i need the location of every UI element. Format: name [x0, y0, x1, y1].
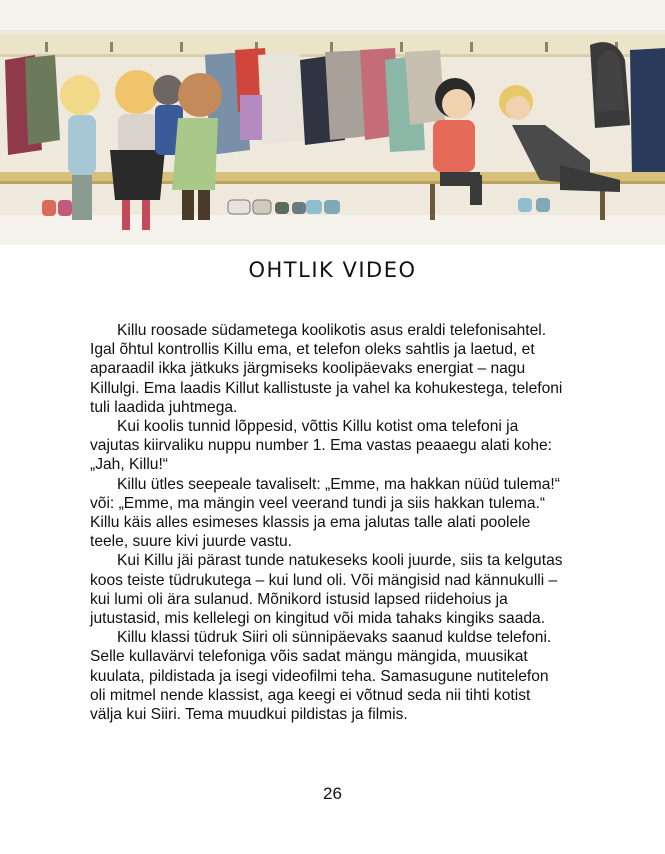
sitting-boy	[433, 78, 482, 205]
paragraph: Kui koolis tunnid lõppesid, võttis Killu kotist oma telefoni ja vajutas kiirvaliku nuppu number 1. Ema vastas peaaegu alati kohe: „Jah, Killu!“	[90, 418, 553, 474]
cloakroom-illustration	[0, 0, 665, 245]
chapter-title: OHTLIK VIDEO	[248, 258, 417, 282]
paragraph: Kui Killu jäi pärast tunde natukeseks kooli juurde, siis ta kelgutas koos teiste tüdrukutega – kui lund oli. Või mängisid nad kännukulli – kui lumi oli ära sulanud. Mõnikord istusid lapsed riidehoius ja jutustasid, mis kellelegi on kingitud või mida tahaks kingiks saada.	[90, 552, 563, 628]
story-text	[90, 321, 565, 724]
page-number: 26	[323, 784, 342, 803]
paragraph: Killu roosade südametega koolikotis asus eraldi telefonisahtel. Igal õhtul kontrollis Killu ema, et telefon oleks sahtlis ja laetud, et aparaadil ikka jätkuks järgmiseks koolipäevaks energiat – nagu Killulgi. Ema laadis Killut kallistuste ja vahel ka kohukestega, telefoni tuli laadida juhtmega.	[90, 322, 563, 416]
paragraph: Killu ütles seepeale tavaliselt: „Emme, ma hakkan nüüd tulema!“ või: „Emme, ma mängin veel veerand tundi ja siis hakkan tulema.“ Killu käis alles esimeses klassis ja ema jalutas talle alati poolele teele, suure kivi juurde vastu.	[90, 475, 560, 551]
paragraph: Killu klassi tüdruk Siiri oli sünnipäevaks saanud kuldse telefoni. Selle kullavärvi telefoniga võis sadat mängu mängida, muusikat kuulata, pildistada ja isegi videofilmi teha. Samasugune nutitelefon oli mitmel nende klassist, aga keegi ei võtnud seda nii tihti kotist välja kui Siiri. Tema muudkui pildistas ja filmis.	[90, 629, 552, 724]
